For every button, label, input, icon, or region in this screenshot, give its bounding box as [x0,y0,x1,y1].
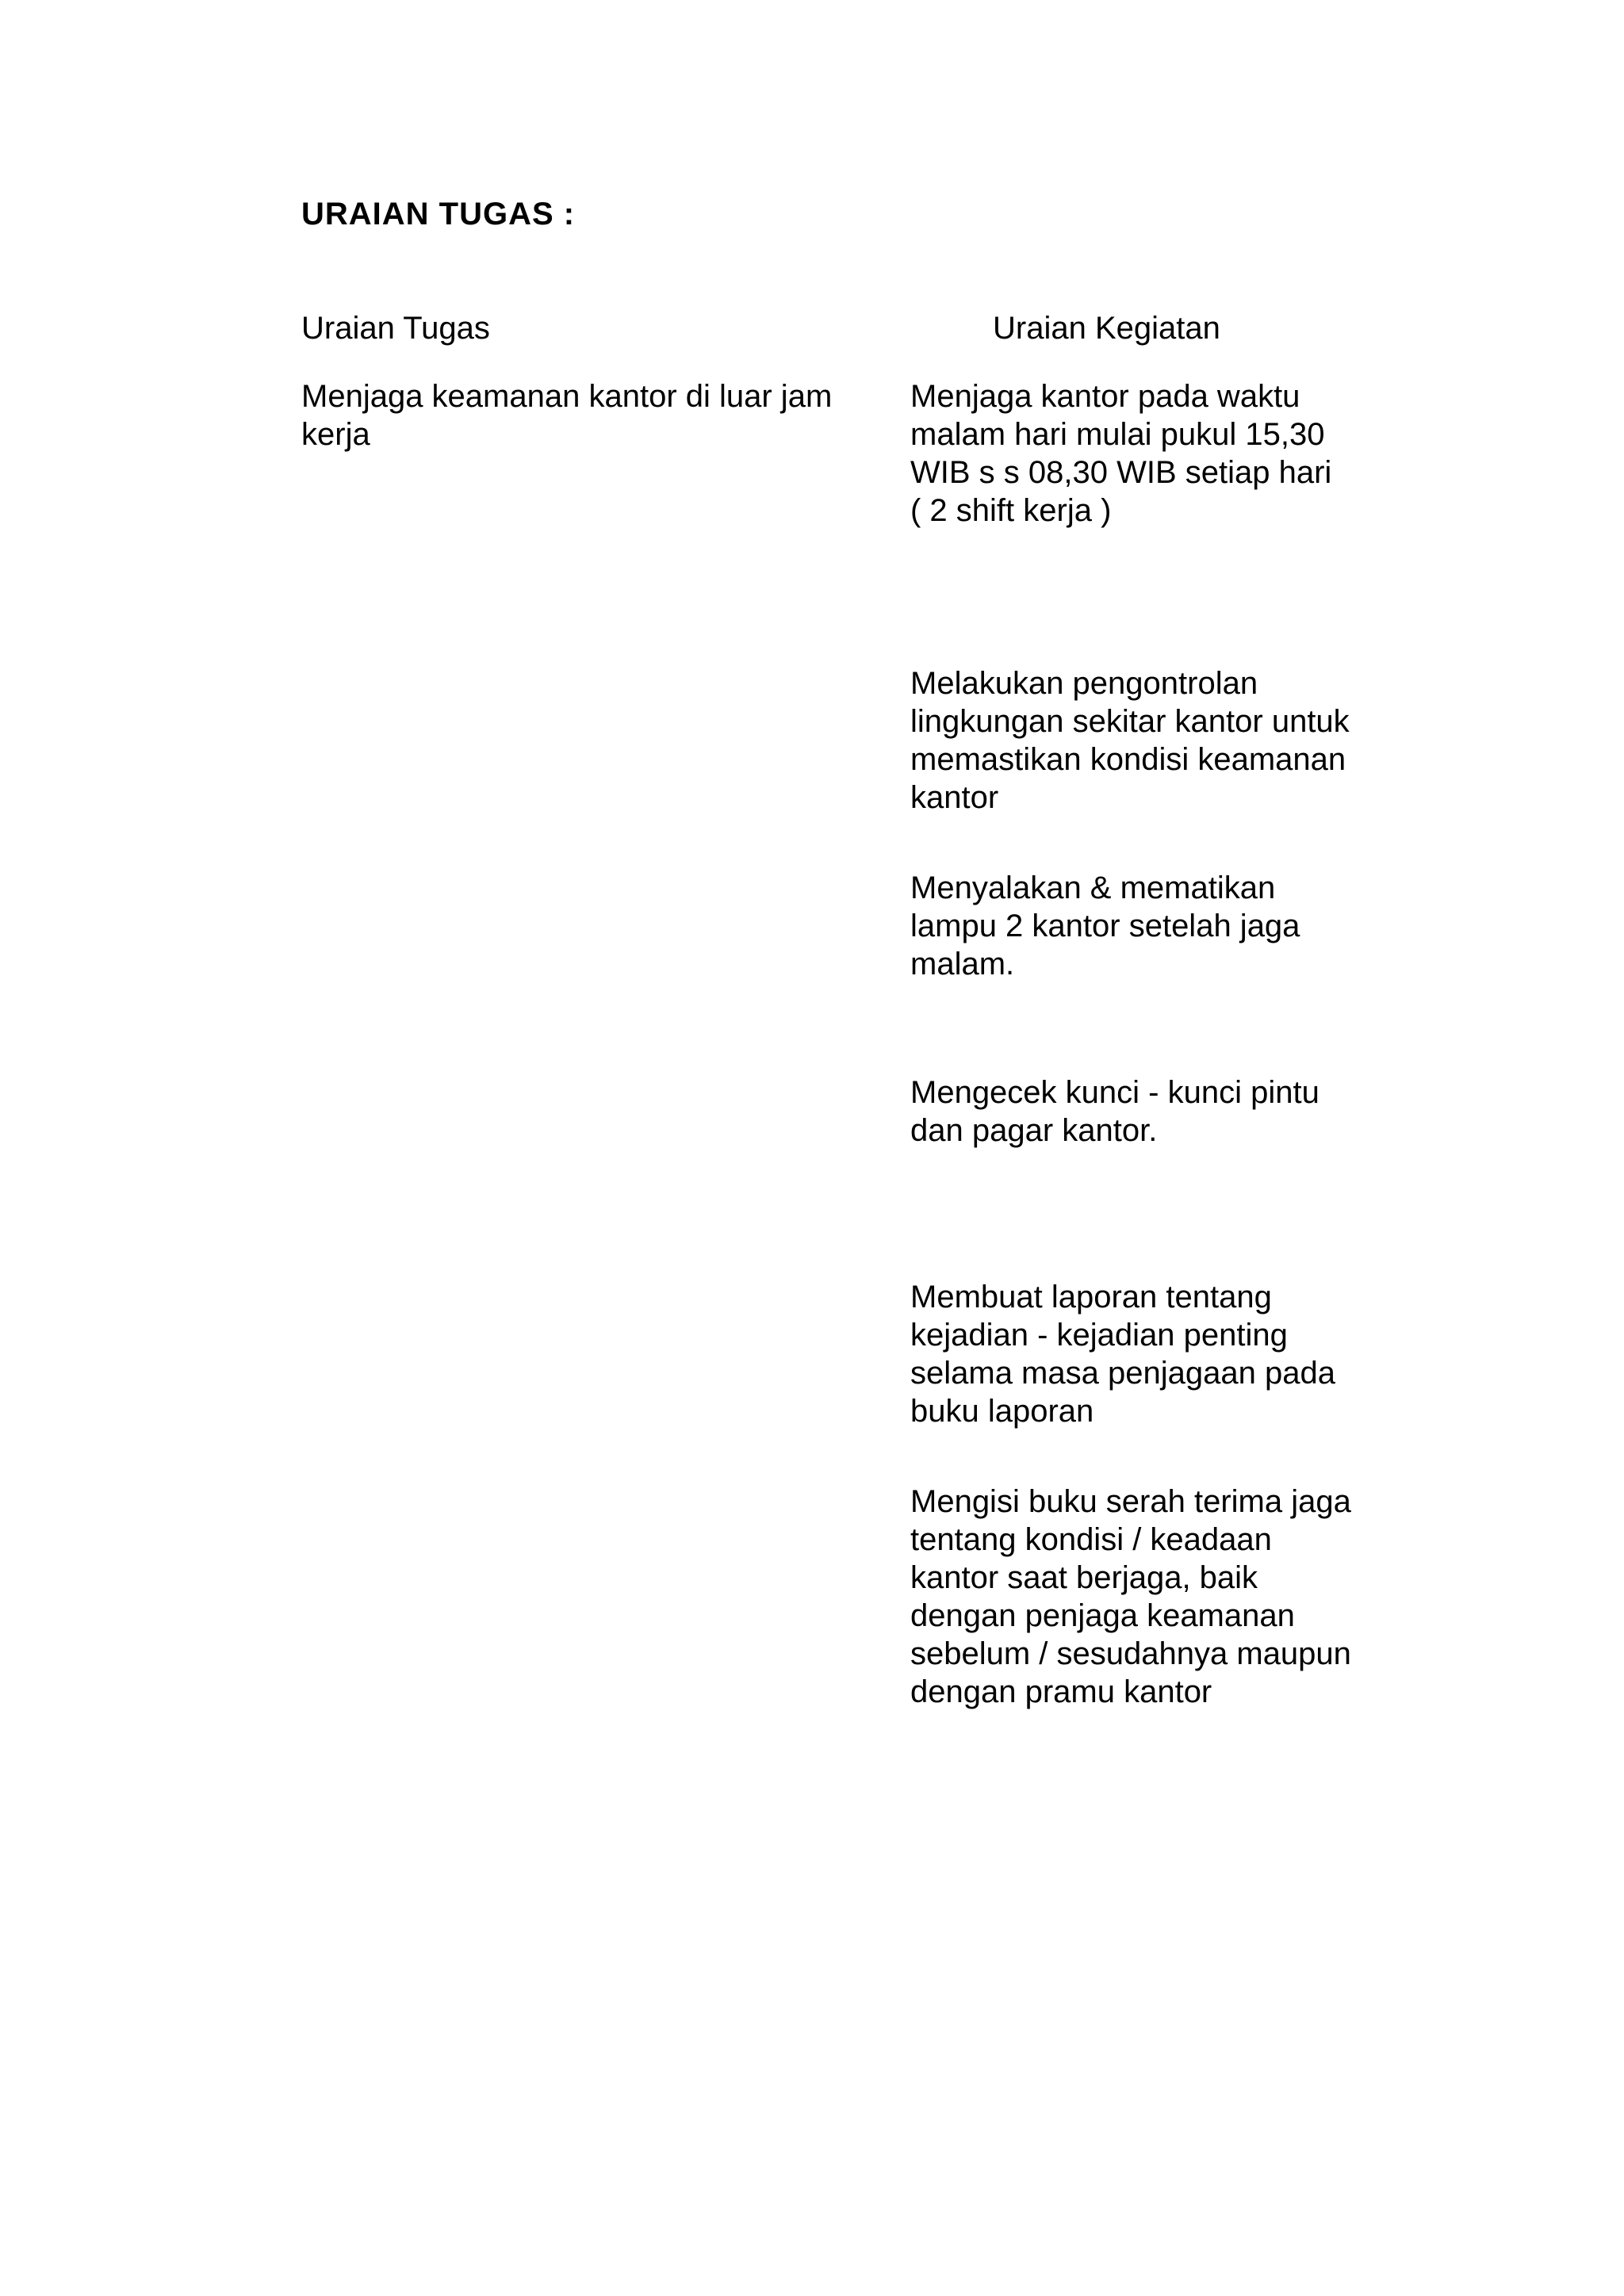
document-heading: URAIAN TUGAS : [301,197,576,232]
column-header-uraian-tugas: Uraian Tugas [301,311,490,346]
uraian-kegiatan-item: Melakukan pengontrolan lingkungan sekitar kantor untuk memastikan kondisi keamanan kantor [910,666,1350,815]
uraian-kegiatan-item: Mengisi buku serah terima jaga tentang kondisi / keadaan kantor saat berjaga, baik dengan penjaga keamanan sebelum / sesudahnya maupun dengan pramu kantor [910,1484,1351,1709]
uraian-kegiatan-item: Menyalakan & mematikan lampu 2 kantor setelah jaga malam. [910,871,1300,982]
uraian-kegiatan-item: Mengecek kunci - kunci pintu dan pagar kantor. [910,1075,1320,1148]
uraian-kegiatan-item: Menjaga kantor pada waktu malam hari mulai pukul 15,30 WIB s s 08,30 WIB setiap hari ( 2 shift kerja ) [910,379,1332,528]
uraian-tugas-cell [301,377,872,453]
uraian-tugas-item: Menjaga keamanan kantor di luar jam kerja [301,379,833,452]
column-header-uraian-kegiatan: Uraian Kegiatan [993,311,1220,346]
uraian-kegiatan-item: Membuat laporan tentang kejadian - kejadian penting selama masa penjagaan pada buku laporan [910,1280,1335,1429]
